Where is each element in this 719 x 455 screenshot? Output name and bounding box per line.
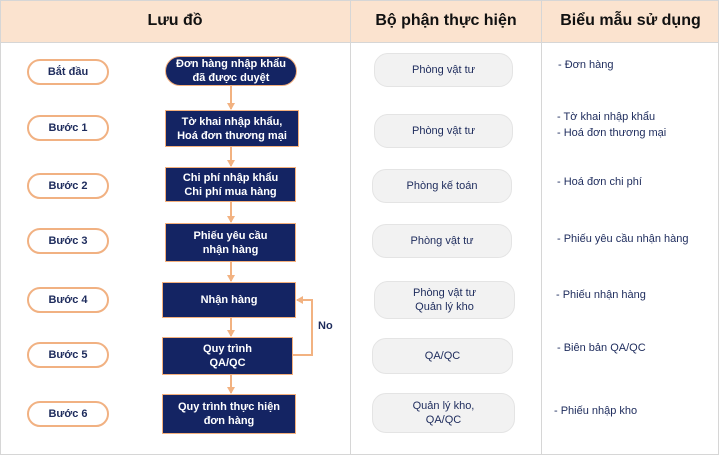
form-item: - Phiếu nhận hàng xyxy=(556,289,646,301)
form-item: - Hoá đơn thương mại xyxy=(557,127,667,139)
department-start: Phòng vật tư xyxy=(374,53,513,87)
flow-node-4: Nhận hàng xyxy=(162,282,296,318)
flow-node-3: Phiếu yêu cầu nhận hàng xyxy=(165,223,296,262)
header-forms: Biểu mẫu sử dụng xyxy=(560,12,701,29)
form-item: - Đơn hàng xyxy=(558,59,614,71)
form-item: - Phiếu nhập kho xyxy=(554,405,638,417)
form-item: - Hoá đơn chi phí xyxy=(557,176,642,188)
step-label-5: Bước 5 xyxy=(27,342,109,368)
department-3: Phòng vật tư xyxy=(372,224,512,258)
flow-node-2: Chi phí nhập khẩu Chi phí mua hàng xyxy=(165,167,296,202)
department-4: Phòng vật tư Quản lý kho xyxy=(374,281,515,319)
form-item: - Tờ khai nhập khẩu xyxy=(557,111,656,123)
flow-node-5: Quy trình QA/QC xyxy=(162,337,293,375)
step-label-4: Bước 4 xyxy=(27,287,109,313)
department-6: Quản lý kho, QA/QC xyxy=(372,393,515,433)
step-label-1: Bước 1 xyxy=(27,115,109,141)
form-item: - Phiếu yêu cầu nhận hàng xyxy=(557,233,689,245)
department-2: Phòng kế toán xyxy=(372,169,512,203)
step-label-3: Bước 3 xyxy=(27,228,109,254)
step-label-start: Bắt đầu xyxy=(27,59,109,85)
flow-node-6: Quy trình thực hiện đơn hàng xyxy=(162,394,296,434)
step-label-2: Bước 2 xyxy=(27,173,109,199)
header-department: Bộ phận thực hiện xyxy=(375,12,517,29)
department-1: Phòng vật tư xyxy=(374,114,513,148)
form-item: - Biên bản QA/QC xyxy=(557,342,646,354)
department-5: QA/QC xyxy=(372,338,513,374)
header-flowchart: Lưu đồ xyxy=(147,12,203,29)
loop-label: No xyxy=(318,320,333,332)
flow-node-start: Đơn hàng nhập khẩu đã được duyệt xyxy=(165,56,297,86)
flow-node-1: Tờ khai nhập khẩu, Hoá đơn thương mại xyxy=(165,110,299,147)
step-label-6: Bước 6 xyxy=(27,401,109,427)
